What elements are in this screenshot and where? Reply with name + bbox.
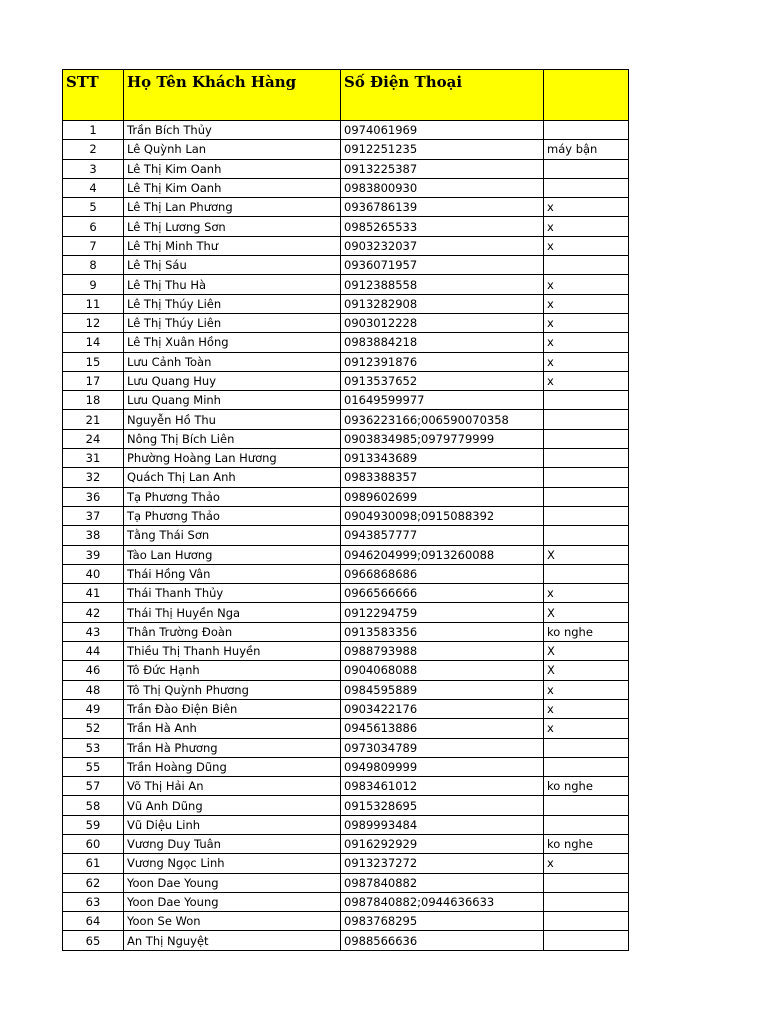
table-row (63, 661, 629, 680)
table-row (63, 217, 629, 236)
row-name-cell: Lê Thị Sáu (124, 256, 341, 275)
row-phone-cell: 0916292929 (341, 834, 544, 853)
row-stt-cell: 62 (63, 873, 124, 892)
row-stt-cell: 61 (63, 854, 124, 873)
row-note-cell: X (544, 661, 629, 680)
row-stt-cell: 64 (63, 912, 124, 931)
row-note-cell (544, 892, 629, 911)
table-row (63, 757, 629, 776)
row-stt-cell: 42 (63, 603, 124, 622)
row-name-cell: Lê Thị Thúy Liên (124, 294, 341, 313)
row-phone-cell: 0903232037 (341, 236, 544, 255)
row-name-cell: Lưu Cảnh Toàn (124, 352, 341, 371)
table-row (63, 526, 629, 545)
row-note-cell (544, 410, 629, 429)
table-row (63, 777, 629, 796)
table-row (63, 892, 629, 911)
row-stt-cell: 31 (63, 449, 124, 468)
row-phone-cell: 0912251235 (341, 140, 544, 159)
row-name-cell: Võ Thị Hải An (124, 777, 341, 796)
table-row (63, 680, 629, 699)
row-phone-cell: 0989993484 (341, 815, 544, 834)
row-phone-cell: 0985265533 (341, 217, 544, 236)
row-note-cell (544, 468, 629, 487)
row-name-cell: Tạ Phương Thảo (124, 506, 341, 525)
row-name-cell: Lê Thị Lan Phương (124, 198, 341, 217)
row-name-cell: Thân Trường Đoàn (124, 622, 341, 641)
row-name-cell: Thiều Thị Thanh Huyền (124, 642, 341, 661)
row-note-cell (544, 873, 629, 892)
table-row (63, 294, 629, 313)
row-name-cell: Vũ Diệu Linh (124, 815, 341, 834)
row-note-cell: x (544, 313, 629, 332)
table-row (63, 642, 629, 661)
row-phone-cell: 0973034789 (341, 738, 544, 757)
row-name-cell: Tào Lan Hương (124, 545, 341, 564)
row-note-cell (544, 757, 629, 776)
header-note (544, 70, 629, 121)
row-name-cell: Tô Thị Quỳnh Phương (124, 680, 341, 699)
row-stt-cell: 11 (63, 294, 124, 313)
row-stt-cell: 32 (63, 468, 124, 487)
header-name: Họ Tên Khách Hàng (124, 70, 341, 121)
row-phone-cell: 0912294759 (341, 603, 544, 622)
row-name-cell: Lê Thị Thúy Liên (124, 313, 341, 332)
row-stt-cell: 53 (63, 738, 124, 757)
row-stt-cell: 14 (63, 333, 124, 352)
row-stt-cell: 63 (63, 892, 124, 911)
row-phone-cell: 0903012228 (341, 313, 544, 332)
header-stt: STT (63, 70, 124, 121)
row-note-cell (544, 815, 629, 834)
row-note-cell: x (544, 584, 629, 603)
row-stt-cell: 1 (63, 121, 124, 140)
row-name-cell: Phường Hoàng Lan Hương (124, 449, 341, 468)
row-name-cell: Tằng Thái Sơn (124, 526, 341, 545)
table-header (63, 70, 629, 121)
row-phone-cell: 01649599977 (341, 391, 544, 410)
table-row (63, 603, 629, 622)
row-name-cell: Lê Thị Xuân Hồng (124, 333, 341, 352)
row-note-cell: x (544, 236, 629, 255)
row-name-cell: Lê Thị Kim Oanh (124, 178, 341, 197)
row-stt-cell: 58 (63, 796, 124, 815)
row-note-cell (544, 449, 629, 468)
table-row (63, 564, 629, 583)
row-phone-cell: 0987840882 (341, 873, 544, 892)
row-name-cell: Trần Đào Điện Biên (124, 699, 341, 718)
row-phone-cell: 0966566666 (341, 584, 544, 603)
row-phone-cell: 0984595889 (341, 680, 544, 699)
row-note-cell: x (544, 294, 629, 313)
row-note-cell (544, 738, 629, 757)
table-row (63, 738, 629, 757)
table-row (63, 873, 629, 892)
row-name-cell: Quách Thị Lan Anh (124, 468, 341, 487)
row-phone-cell: 0983461012 (341, 777, 544, 796)
table-row (63, 140, 629, 159)
row-phone-cell: 0983884218 (341, 333, 544, 352)
row-name-cell: Yoon Dae Young (124, 873, 341, 892)
table-row (63, 912, 629, 931)
table-row (63, 506, 629, 525)
row-stt-cell: 60 (63, 834, 124, 853)
row-name-cell: Thái Thanh Thủy (124, 584, 341, 603)
row-note-cell: x (544, 198, 629, 217)
row-phone-cell: 0913343689 (341, 449, 544, 468)
table-row (63, 159, 629, 178)
row-note-cell (544, 564, 629, 583)
row-name-cell: Trần Bích Thủy (124, 121, 341, 140)
row-note-cell (544, 159, 629, 178)
header-phone: Số Điện Thoại (341, 70, 544, 121)
row-stt-cell: 15 (63, 352, 124, 371)
row-note-cell (544, 256, 629, 275)
row-phone-cell: 0949809999 (341, 757, 544, 776)
row-phone-cell: 0903834985;0979779999 (341, 429, 544, 448)
table-row (63, 622, 629, 641)
row-note-cell: x (544, 217, 629, 236)
customer-table (62, 69, 629, 951)
row-stt-cell: 41 (63, 584, 124, 603)
header-row (63, 70, 629, 121)
table-row (63, 931, 629, 950)
row-name-cell: Trần Hoàng Dũng (124, 757, 341, 776)
row-note-cell (544, 178, 629, 197)
table-row (63, 236, 629, 255)
table-body (63, 121, 629, 951)
table-row (63, 545, 629, 564)
row-phone-cell: 0988793988 (341, 642, 544, 661)
row-name-cell: An Thị Nguyệt (124, 931, 341, 950)
row-stt-cell: 57 (63, 777, 124, 796)
row-stt-cell: 39 (63, 545, 124, 564)
row-note-cell (544, 796, 629, 815)
row-name-cell: Tạ Phương Thảo (124, 487, 341, 506)
table-row (63, 371, 629, 390)
row-phone-cell: 0966868686 (341, 564, 544, 583)
row-stt-cell: 65 (63, 931, 124, 950)
table-row (63, 121, 629, 140)
row-note-cell: x (544, 352, 629, 371)
row-phone-cell: 0943857777 (341, 526, 544, 545)
row-note-cell: x (544, 680, 629, 699)
row-note-cell (544, 506, 629, 525)
row-phone-cell: 0912391876 (341, 352, 544, 371)
row-name-cell: Lê Thị Kim Oanh (124, 159, 341, 178)
table-row (63, 487, 629, 506)
row-stt-cell: 4 (63, 178, 124, 197)
row-note-cell: ko nghe (544, 777, 629, 796)
row-name-cell: Thái Hồng Vân (124, 564, 341, 583)
row-stt-cell: 3 (63, 159, 124, 178)
row-stt-cell: 44 (63, 642, 124, 661)
row-stt-cell: 18 (63, 391, 124, 410)
row-phone-cell: 0987840882;0944636633 (341, 892, 544, 911)
table-row (63, 178, 629, 197)
table-row (63, 352, 629, 371)
row-stt-cell: 21 (63, 410, 124, 429)
row-name-cell: Vương Duy Tuân (124, 834, 341, 853)
row-note-cell: ko nghe (544, 622, 629, 641)
row-phone-cell: 0983768295 (341, 912, 544, 931)
table-row (63, 815, 629, 834)
row-name-cell: Thái Thị Huyền Nga (124, 603, 341, 622)
row-note-cell (544, 121, 629, 140)
row-note-cell (544, 429, 629, 448)
row-name-cell: Lê Thị Thu Hà (124, 275, 341, 294)
table-row (63, 391, 629, 410)
table-row (63, 854, 629, 873)
row-phone-cell: 0913225387 (341, 159, 544, 178)
row-name-cell: Lưu Quang Huy (124, 371, 341, 390)
row-phone-cell: 0904930098;0915088392 (341, 506, 544, 525)
row-note-cell (544, 912, 629, 931)
table-row (63, 449, 629, 468)
row-stt-cell: 49 (63, 699, 124, 718)
row-phone-cell: 0903422176 (341, 699, 544, 718)
row-phone-cell: 0988566636 (341, 931, 544, 950)
row-phone-cell: 0936071957 (341, 256, 544, 275)
row-phone-cell: 0913282908 (341, 294, 544, 313)
row-note-cell (544, 931, 629, 950)
row-name-cell: Lê Thị Minh Thư (124, 236, 341, 255)
row-stt-cell: 7 (63, 236, 124, 255)
row-note-cell: X (544, 603, 629, 622)
row-name-cell: Nguyễn Hồ Thu (124, 410, 341, 429)
row-stt-cell: 38 (63, 526, 124, 545)
row-note-cell: x (544, 699, 629, 718)
row-phone-cell: 0936786139 (341, 198, 544, 217)
row-name-cell: Trần Hà Phương (124, 738, 341, 757)
table-row (63, 410, 629, 429)
table-row (63, 198, 629, 217)
row-stt-cell: 55 (63, 757, 124, 776)
row-phone-cell: 0936223166;006590070358 (341, 410, 544, 429)
table-row (63, 584, 629, 603)
table-row (63, 256, 629, 275)
row-stt-cell: 2 (63, 140, 124, 159)
row-stt-cell: 52 (63, 719, 124, 738)
row-name-cell: Lê Thị Lương Sơn (124, 217, 341, 236)
row-stt-cell: 46 (63, 661, 124, 680)
table-row (63, 796, 629, 815)
table-row (63, 468, 629, 487)
row-phone-cell: 0904068088 (341, 661, 544, 680)
row-name-cell: Vũ Anh Dũng (124, 796, 341, 815)
row-name-cell: Vương Ngọc Linh (124, 854, 341, 873)
row-phone-cell: 0912388558 (341, 275, 544, 294)
row-note-cell (544, 487, 629, 506)
table-row (63, 699, 629, 718)
row-phone-cell: 0915328695 (341, 796, 544, 815)
row-stt-cell: 6 (63, 217, 124, 236)
table-row (63, 313, 629, 332)
row-phone-cell: 0946204999;0913260088 (341, 545, 544, 564)
row-phone-cell: 0945613886 (341, 719, 544, 738)
row-name-cell: Yoon Se Won (124, 912, 341, 931)
row-name-cell: Lê Quỳnh Lan (124, 140, 341, 159)
table-row (63, 719, 629, 738)
row-note-cell: X (544, 545, 629, 564)
row-stt-cell: 36 (63, 487, 124, 506)
row-phone-cell: 0974061969 (341, 121, 544, 140)
row-name-cell: Trần Hà Anh (124, 719, 341, 738)
row-stt-cell: 5 (63, 198, 124, 217)
row-stt-cell: 37 (63, 506, 124, 525)
table-row (63, 834, 629, 853)
row-stt-cell: 8 (63, 256, 124, 275)
row-stt-cell: 12 (63, 313, 124, 332)
row-name-cell: Tô Đức Hạnh (124, 661, 341, 680)
row-note-cell: máy bận (544, 140, 629, 159)
row-note-cell: ko nghe (544, 834, 629, 853)
row-name-cell: Yoon Dae Young (124, 892, 341, 911)
row-note-cell (544, 526, 629, 545)
row-name-cell: Lưu Quang Minh (124, 391, 341, 410)
row-note-cell: x (544, 333, 629, 352)
row-stt-cell: 9 (63, 275, 124, 294)
table-row (63, 275, 629, 294)
row-phone-cell: 0913537652 (341, 371, 544, 390)
row-phone-cell: 0983800930 (341, 178, 544, 197)
row-phone-cell: 0913237272 (341, 854, 544, 873)
row-note-cell: X (544, 642, 629, 661)
row-phone-cell: 0983388357 (341, 468, 544, 487)
row-stt-cell: 59 (63, 815, 124, 834)
row-stt-cell: 40 (63, 564, 124, 583)
row-stt-cell: 48 (63, 680, 124, 699)
table-row (63, 333, 629, 352)
row-note-cell: x (544, 275, 629, 294)
row-note-cell: x (544, 854, 629, 873)
row-note-cell: x (544, 371, 629, 390)
row-stt-cell: 24 (63, 429, 124, 448)
row-phone-cell: 0989602699 (341, 487, 544, 506)
table-row (63, 429, 629, 448)
row-name-cell: Nông Thị Bích Liên (124, 429, 341, 448)
row-note-cell (544, 391, 629, 410)
row-stt-cell: 43 (63, 622, 124, 641)
row-phone-cell: 0913583356 (341, 622, 544, 641)
row-note-cell: x (544, 719, 629, 738)
row-stt-cell: 17 (63, 371, 124, 390)
